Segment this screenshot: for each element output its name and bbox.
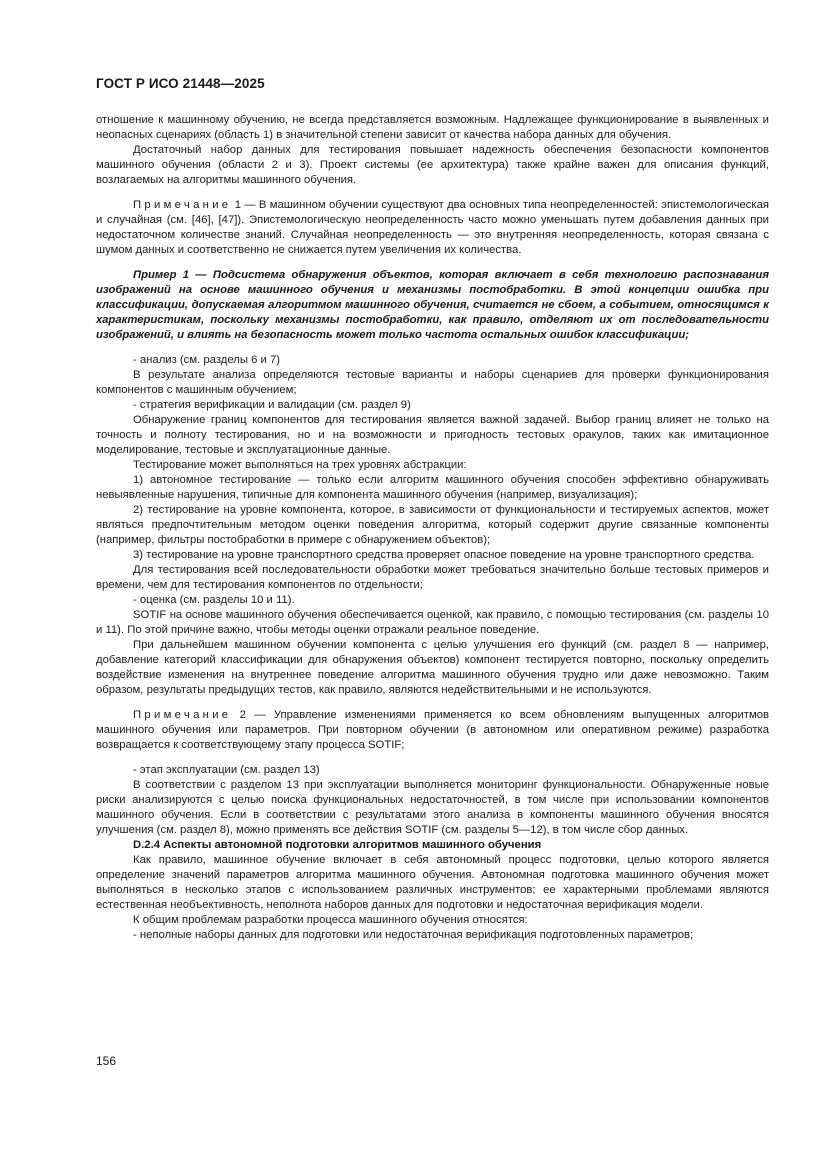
paragraph: Тестирование может выполняться на трех уровнях абстракции: xyxy=(133,459,467,471)
paragraph: В соответствии с разделом 13 при эксплуатации выполняется мониторинг функциональности. Обнаруженные новые риски анализируются с целью поиска функциональных недостаточностей, в том числе при использовании компонентов машинного обучения. Если в соответствии с результатами этого анализа в компоненты машинного обучения вносятся улучшения (см. раздел 8), можно применять все действия SOTIF (см. разделы 5—12), в том числе сбор данных. xyxy=(96,779,769,836)
list-item: - анализ (см. разделы 6 и 7) xyxy=(133,354,281,366)
list-item: - оценка (см. разделы 10 и 11). xyxy=(133,594,295,606)
page-number: 156 xyxy=(96,1054,117,1068)
list-item: 2) тестирование на уровне компонента, которое, в зависимости от функциональности и тестируемых аспектов, может являться предпочтительным методом оценки поведения алгоритма, который содержит другие связанные компоненты (например, фильтры постобработки в примере с обнаружением объектов); xyxy=(96,504,769,546)
list-item: - этап эксплуатации (см. раздел 13) xyxy=(133,764,320,776)
document-header: ГОСТ Р ИСО 21448—2025 xyxy=(96,76,265,91)
note-label: Примечание xyxy=(133,709,232,721)
note-text: 1 — В машинном обучении существуют два основных типа неопределенностей: эпистемологическая и случайная (см. [46], [47]). Эпистемологическую неопределенность часто можно уменьшать путем добавления данных при недостаточном количестве знаний. Случайная неопределенность — это внутренняя неопределенность, которая связана с шумом данных и соответственно не снижается путем увеличения их количества. xyxy=(96,199,769,256)
section-heading: D.2.4 Аспекты автономной подготовки алгоритмов машинного обучения xyxy=(133,839,542,851)
list-item: - стратегия верификации и валидации (см. раздел 9) xyxy=(133,399,411,411)
list-item: 3) тестирование на уровне транспортного средства проверяет опасное поведение на уровне транспортного средства. xyxy=(133,549,755,561)
note-label: Примечание xyxy=(133,199,232,211)
note-text: 2 — Управление изменениями применяется ко всем обновлениям выпущенных алгоритмов машинного обучения или параметров. При повторном обучении (в автономном или оперативном режиме) разработка возвращается к соответствующему этапу процесса SOTIF; xyxy=(96,709,769,751)
note-1 xyxy=(96,198,769,258)
paragraph: В результате анализа определяются тестовые варианты и наборы сценариев для проверки функционирования компонентов с машинным обучением; xyxy=(96,369,769,396)
paragraph: К общим проблемам разработки процесса машинного обучения относятся: xyxy=(133,914,528,926)
note-2 xyxy=(96,708,769,753)
paragraph: Как правило, машинное обучение включает в себя автономный процесс подготовки, целью которого является определение значений параметров алгоритма машинного обучения. Автономная подготовка машинного обучения может выполняться в несколько этапов с использованием различных инструментов; ее характерными проблемами являются естественная необъективность, неполнота наборов данных для подготовки и недостаточная верификация модели. xyxy=(96,854,769,911)
paragraph: SOTIF на основе машинного обучения обеспечивается оценкой, как правило, с помощью тестирования (см. разделы 10 и 11). По этой причине важно, чтобы методы оценки отражали реальное поведение. xyxy=(96,609,769,636)
paragraph: Для тестирования всей последовательности обработки может требоваться значительно больше тестовых примеров и времени, чем для тестирования компонентов по отдельности; xyxy=(96,564,769,591)
example-1: Пример 1 — Подсистема обнаружения объектов, которая включает в себя технологию распознавания изображений на основе машинного обучения и механизмы постобработки. В этой концепции ошибка при классификации, допускаемая алгоритмом машинного обучения, считается не сбоем, а событием, относящимся к характеристикам, поскольку механизмы постобработки, как правило, отделяют их от последовательности изображений, и влиять на безопасность может только частота остальных ошибок классификации; xyxy=(96,269,769,341)
paragraph: отношение к машинному обучению, не всегда представляется возможным. Надлежащее функционирование в выявленных и неопасных сценариях (область 1) в значительной степени зависит от качества набора данных для обучения. xyxy=(96,114,769,141)
document-body xyxy=(96,113,769,943)
paragraph: Достаточный набор данных для тестирования повышает надежность обеспечения безопасности компонентов машинного обучения (области 2 и 3). Проект системы (ее архитектура) также крайне важен для описания функций, возлагаемых на алгоритмы машинного обучения. xyxy=(96,144,769,186)
paragraph: При дальнейшем машинном обучении компонента с целью улучшения его функций (см. раздел 8 — например, добавление категорий классификации для обнаружения объектов) компонент тестируется повторно, поскольку определить воздействие изменения на внутреннее поведение алгоритма машинного обучения трудно или даже невозможно. Таким образом, результаты предыдущих тестов, как правило, являются недействительными и не используются. xyxy=(96,639,769,696)
list-item: - неполные наборы данных для подготовки или недостаточная верификация подготовленных параметров; xyxy=(133,929,694,941)
list-item: 1) автономное тестирование — только если алгоритм машинного обучения способен эффективно обнаруживать невыявленные нарушения, типичные для компонента машинного обучения (например, визуализация); xyxy=(96,474,769,501)
paragraph: Обнаружение границ компонентов для тестирования является важной задачей. Выбор границ влияет не только на точность и полноту тестирования, но и на возможности и пригодность тестовых оракулов, таких как имитационное моделирование, тестовые и эксплуатационные данные. xyxy=(96,414,769,456)
